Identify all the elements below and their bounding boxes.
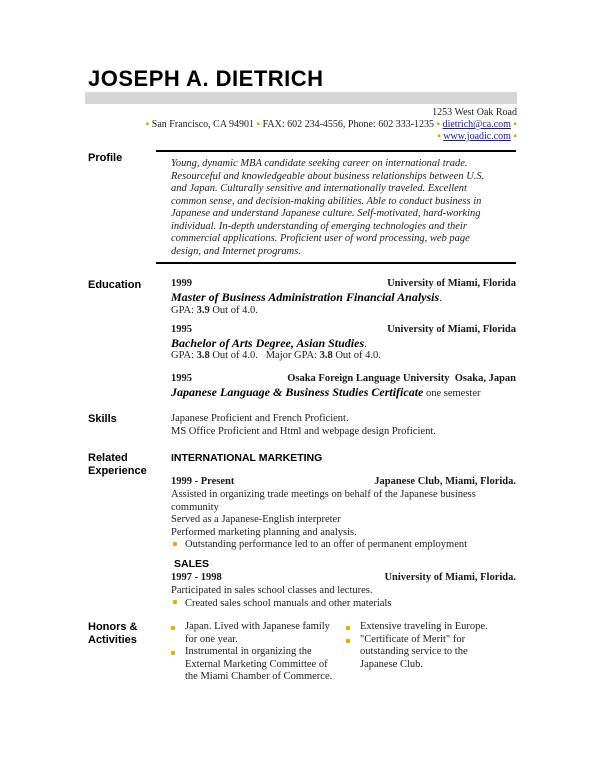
honors-right-column (346, 621, 516, 671)
edu-year: 1999 (171, 278, 192, 289)
skills-label: Skills (88, 413, 117, 425)
bullet-icon (173, 542, 177, 546)
email-link[interactable]: dietrich@ca.com (442, 119, 511, 130)
list-item: Instrumental in organizing the External Marketing Committee of the Miami Chamber of Commerce. (171, 646, 346, 684)
profile-rule (156, 150, 516, 152)
bullet-icon: ▪ (513, 119, 517, 130)
profile-line: design, and Internet programs. (171, 245, 301, 257)
skills-line: Japanese Proficient and French Proficient. (171, 413, 349, 424)
edu-year: 1995 (171, 373, 192, 384)
bullet-icon (173, 600, 177, 604)
job-org: Japanese Club, Miami, Florida. (374, 476, 516, 487)
bullet-icon (346, 639, 350, 643)
edu-degree-3: Japanese Language & Business Studies Certificate one semester (171, 385, 481, 399)
bullet-icon (171, 626, 175, 630)
profile-line: Resourceful and knowledgeable about business relationships between U.S. (171, 170, 485, 182)
profile-line: common sense, and decision-making abilities. Able to conduct business in (171, 195, 482, 207)
bullet-icon (171, 651, 175, 655)
job-dates: 1997 - 1998 (171, 572, 222, 583)
edu-school: Osaka Foreign Language University Osaka, Japan (287, 373, 516, 384)
skills-line: MS Office Proficient and Html and webpage design Proficient. (171, 425, 436, 437)
edu-year: 1995 (171, 324, 192, 335)
list-item: Extensive traveling in Europe. (346, 621, 516, 634)
job-dates: 1999 - Present (171, 476, 235, 487)
edu-school: University of Miami, Florida (387, 278, 516, 289)
edu-degree-2: Bachelor of Arts Degree, Asian Studies. (171, 336, 367, 350)
edu-school: University of Miami, Florida (387, 324, 516, 335)
job-desc-1: Assisted in organizing trade meetings on behalf of the Japanese business community Served as a Japanese-English interpreter Performed marketing planning and analysis. Outstanding performance led to an offer of permanent employment (171, 489, 516, 552)
bullet-icon: ▪ (513, 131, 517, 142)
education-rule (156, 262, 516, 264)
edu-degree-1: Master of Business Administration Financial Analysis. (171, 290, 442, 304)
profile-line: Young, dynamic MBA candidate seeking career on international trade. (171, 158, 468, 169)
website-line (437, 131, 517, 142)
list-item: Created sales school manuals and other materials (173, 598, 516, 611)
bullet-icon: ▪ (145, 119, 150, 130)
edu-gpa-2: GPA: 3.8 Out of 4.0. Major GPA: 3.8 Out of 4.0. (171, 350, 381, 361)
job-org: University of Miami, Florida. (384, 572, 516, 583)
skills-text (171, 413, 436, 438)
job-title-1: INTERNATIONAL MARKETING (171, 452, 323, 464)
list-item: "Certificate of Merit" for outstanding service to the Japanese Club. (346, 634, 516, 672)
bullet-icon (346, 626, 350, 630)
list-item: Outstanding performance led to an offer of permanent employment (173, 539, 516, 552)
bullet-icon: ▪ (436, 119, 441, 130)
job-desc-2: Participated in sales school classes and lectures. Created sales school manuals and other materials (171, 585, 516, 610)
education-label: Education (88, 279, 142, 291)
contact-line (146, 119, 517, 130)
profile-text (171, 158, 501, 258)
address-line: 1253 West Oak Road (432, 107, 517, 118)
honors-label: Honors & Activities (88, 621, 138, 646)
bullet-icon: ▪ (256, 119, 261, 130)
website-link[interactable]: www.joadic.com (443, 131, 511, 142)
bullet-icon: ▪ (437, 131, 441, 142)
job-title-2: SALES (174, 558, 210, 570)
list-item: Japan. Lived with Japanese family for one year. (171, 621, 346, 646)
city: San Francisco, CA 94901 (151, 119, 255, 130)
edu-gpa-1: GPA: 3.9 Out of 4.0. (171, 305, 258, 316)
experience-label: Related Experience (88, 452, 147, 477)
honors-left-column (171, 621, 346, 684)
profile-line: Japanese and understand Japanese culture. Self-motivated, hard-working (171, 208, 481, 219)
profile-line: individual. In-depth understanding of emerging technologies and their (171, 220, 467, 232)
header-bar (85, 92, 517, 104)
profile-label: Profile (88, 152, 123, 164)
fax-phone: FAX: 602 234-4556, Phone: 602 333-1235 (262, 119, 435, 130)
profile-line: commercial applications. Proficient user of word processing, web page (171, 233, 470, 244)
profile-line: and Japan. Culturally sensitive and internationally traveled. Excellent (171, 183, 467, 194)
resume-name: JOSEPH A. DIETRICH (88, 66, 324, 91)
